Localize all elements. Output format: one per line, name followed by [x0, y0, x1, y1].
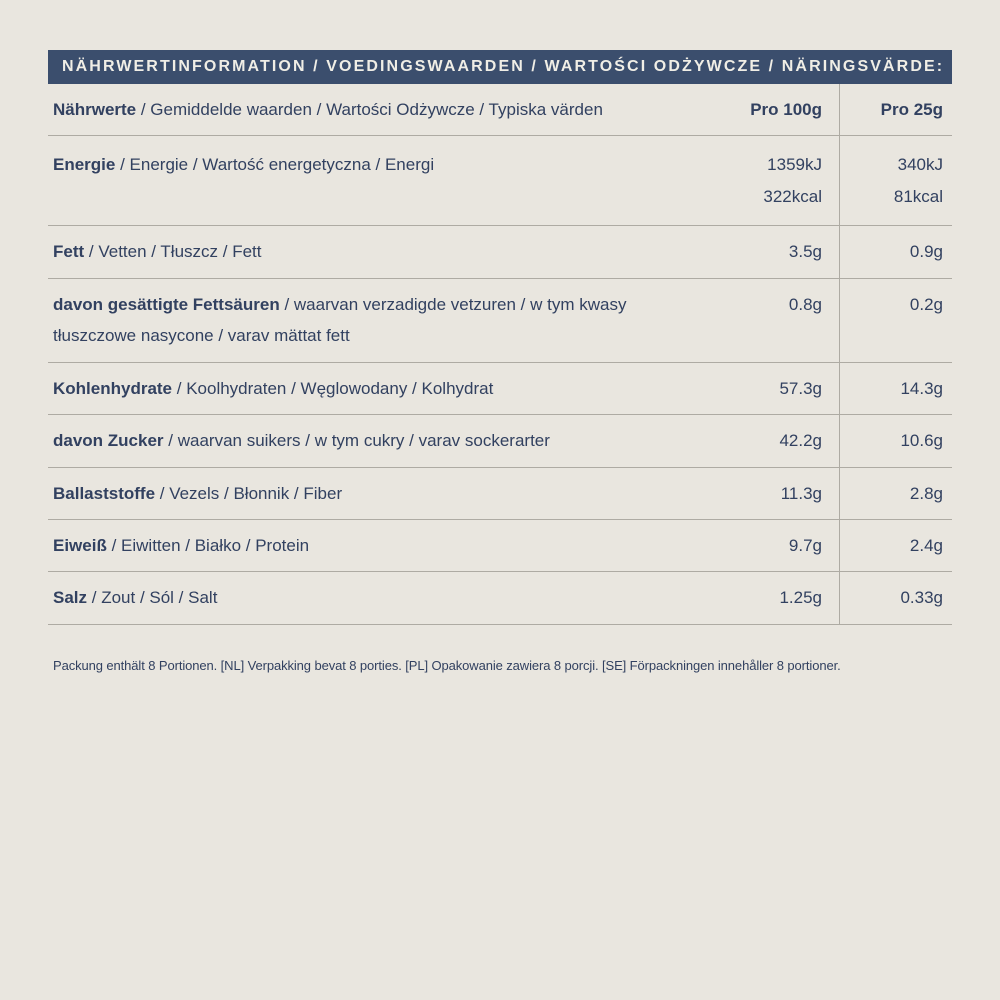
table-row-saturated-fat: [48, 279, 952, 363]
sugars-label-bold: davon Zucker: [53, 431, 164, 451]
energy-label-rest: / Energie / Wartość energetyczna / Energi: [115, 155, 435, 175]
table-row-energy: [48, 136, 952, 226]
sugars-label: [48, 425, 720, 456]
fiber-label-rest: / Vezels / Błonnik / Fiber: [155, 483, 343, 503]
fat-label: [48, 236, 720, 267]
fiber-label: [48, 478, 720, 509]
table-row-fat: [48, 226, 952, 278]
carbohydrate-label: [48, 373, 720, 404]
header-label-cell: [48, 94, 720, 125]
protein-per100: 9.7g: [788, 535, 822, 555]
title-text: NÄHRWERTINFORMATION / VOEDINGSWAARDEN / WARTOŚCI ODŻYWCZE / NÄRINGSVÄRDE:: [62, 58, 945, 75]
fat-label-bold: Fett: [53, 242, 85, 262]
saturated-fat-per100: 0.8g: [788, 294, 822, 314]
fat-per100: 3.5g: [788, 242, 822, 262]
energy-per100-kj: 1359kJ: [767, 155, 822, 175]
energy-per100-kcal: 322kcal: [763, 186, 822, 206]
energy-per25-kcal: 81kcal: [893, 186, 943, 206]
fiber-per25: 2.8g: [909, 483, 943, 503]
energy-per25: [840, 149, 952, 212]
salt-label: [48, 582, 720, 613]
protein-per25: 2.4g: [909, 535, 943, 555]
protein-label: [48, 530, 720, 561]
fiber-per100: 11.3g: [780, 483, 822, 503]
table-row-salt: [48, 572, 952, 624]
energy-per25-kj: 340kJ: [897, 155, 943, 175]
carbohydrate-per100: 57.3g: [779, 378, 822, 398]
header-col-per100: Pro 100g: [750, 100, 822, 119]
servings-note: Packung enthält 8 Portionen. [NL] Verpakking bevat 8 porties. [PL] Opakowanie zawiera 8 porcji. [SE] Förpackningen innehåller 8 portioner.: [53, 657, 841, 673]
salt-per25: 0.33g: [900, 588, 943, 608]
table-row-sugars: [48, 415, 952, 467]
fiber-label-bold: Ballaststoffe: [53, 483, 156, 503]
protein-label-rest: / Eiwitten / Białko / Protein: [106, 535, 310, 555]
energy-label-bold: Energie: [53, 155, 116, 175]
nutrition-table: [48, 84, 952, 625]
table-row-protein: [48, 520, 952, 572]
carbohydrate-label-rest: / Koolhydraten / Węglowodany / Kolhydrat: [172, 378, 494, 398]
salt-label-rest: / Zout / Sól / Salt: [87, 588, 218, 608]
sugars-per100: 42.2g: [779, 431, 822, 451]
title-bar: [48, 50, 952, 84]
header-label-bold: Nährwerte: [53, 100, 137, 119]
sugars-label-rest: / waarvan suikers / w tym cukry / varav sockerarter: [163, 431, 550, 451]
sugars-per25: 10.6g: [900, 431, 943, 451]
salt-label-bold: Salz: [53, 588, 88, 608]
carbohydrate-label-bold: Kohlenhydrate: [53, 378, 173, 398]
header-label-rest: / Gemiddelde waarden / Wartości Odżywcze / Typiska värden: [136, 100, 603, 119]
table-row-carbohydrate: [48, 363, 952, 415]
table-header-row: [48, 84, 952, 136]
protein-label-bold: Eiweiß: [53, 535, 107, 555]
saturated-fat-per25: 0.2g: [909, 294, 943, 314]
nutrition-panel: [48, 50, 952, 673]
table-row-fiber: [48, 468, 952, 520]
fat-per25: 0.9g: [909, 242, 943, 262]
fat-label-rest: / Vetten / Tłuszcz / Fett: [84, 242, 262, 262]
saturated-fat-label: [48, 289, 720, 352]
energy-per100: [720, 149, 840, 212]
salt-per100: 1.25g: [779, 588, 822, 608]
header-col-per25: Pro 25g: [880, 100, 943, 119]
carbohydrate-per25: 14.3g: [900, 378, 943, 398]
saturated-fat-label-rest: / waarvan verzadigde vetzuren / w tym kwasy tłuszczowe nasycone / varav mättat fett: [53, 294, 627, 346]
saturated-fat-label-bold: davon gesättigte Fettsäuren: [53, 294, 280, 314]
energy-label: [48, 149, 720, 180]
